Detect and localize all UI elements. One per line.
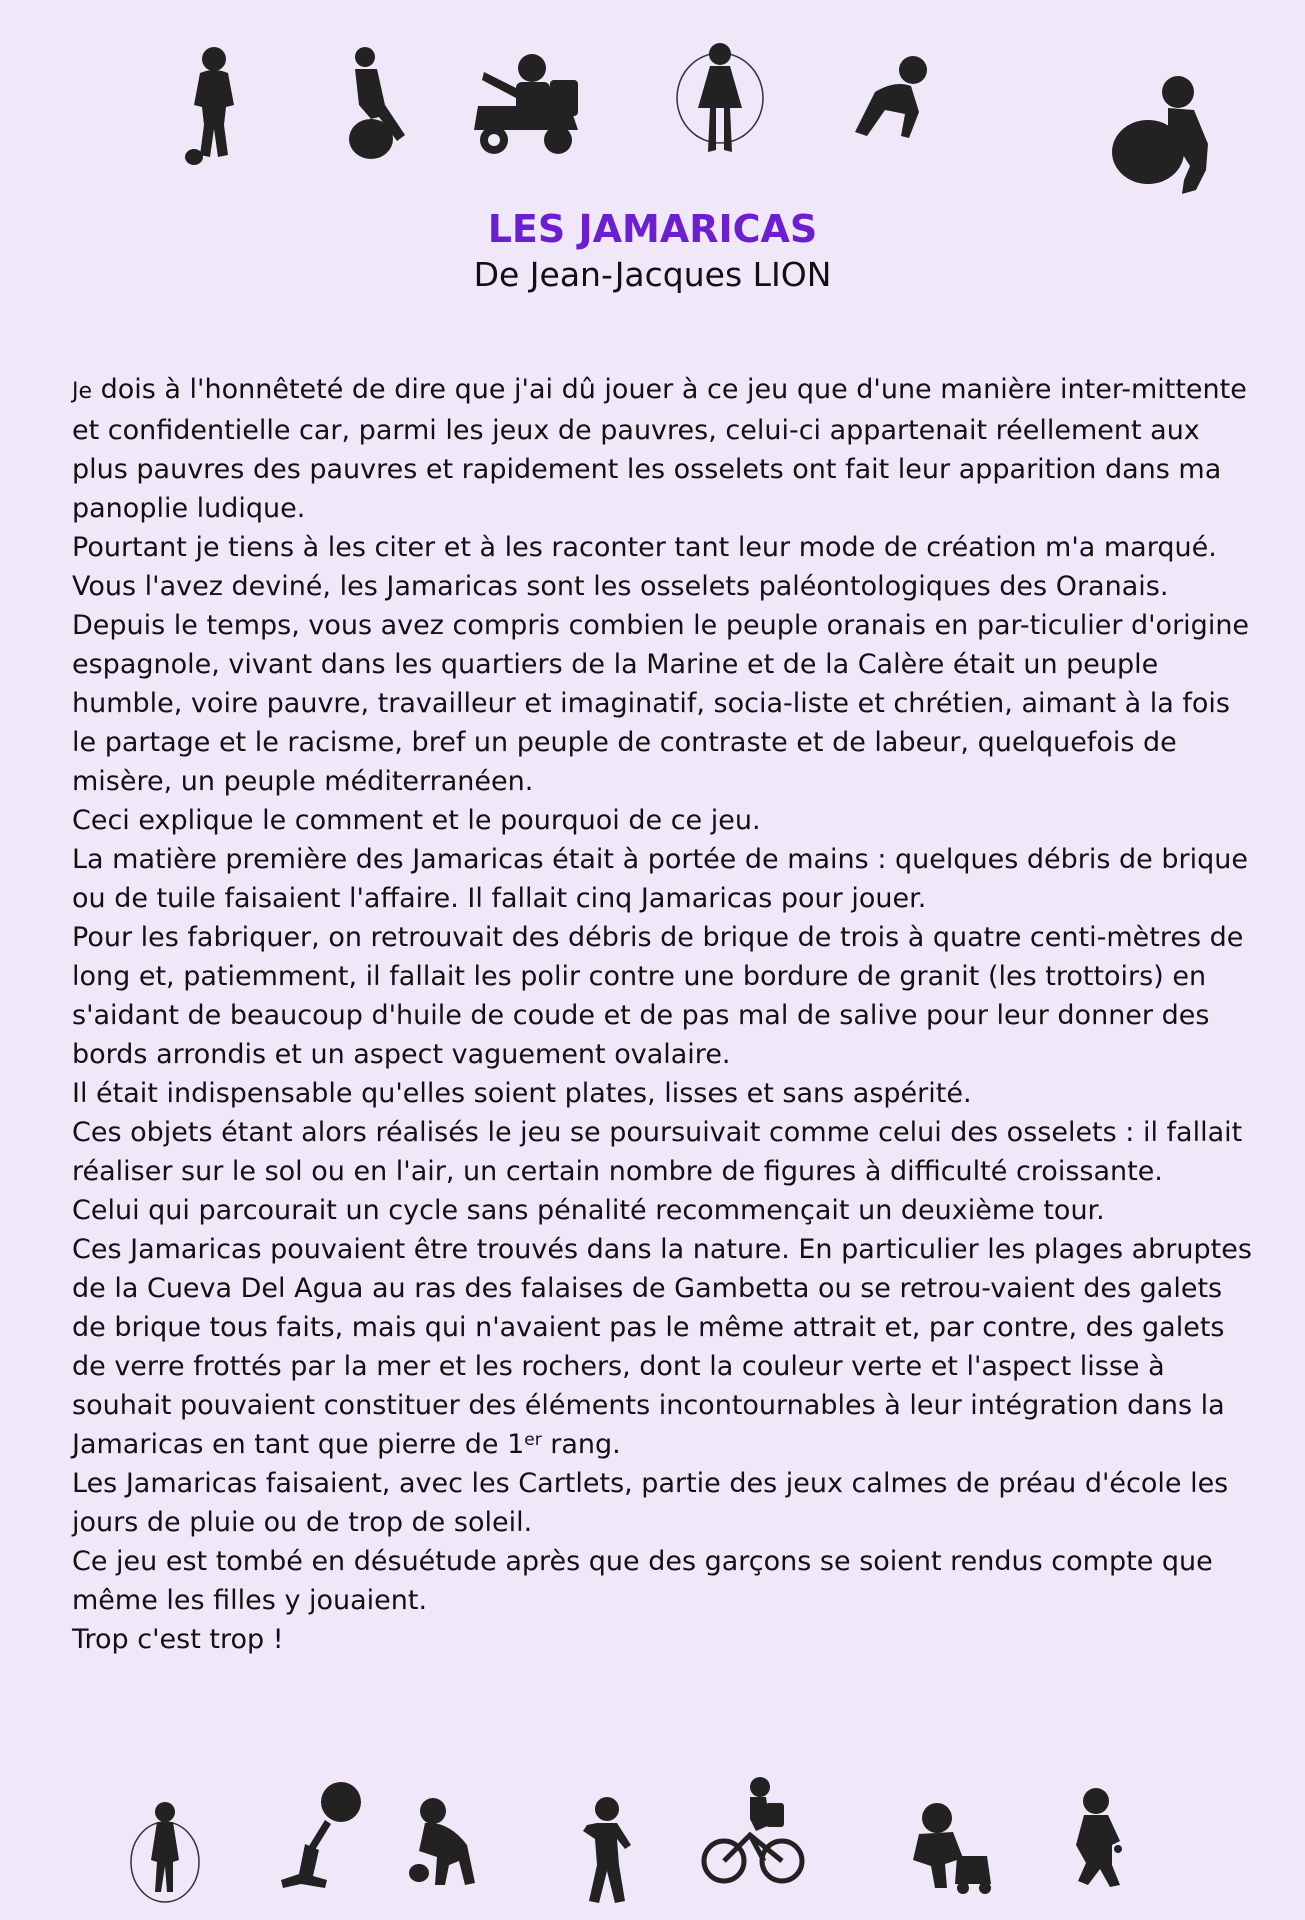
- child-kicking-ball-icon: [180, 45, 250, 165]
- child-with-balloon-icon: [275, 1780, 365, 1900]
- paragraph-7: Il était indispensable qu'elles soient plates, lisses et sans aspérité.: [72, 1078, 972, 1109]
- paragraph-1: [72, 370, 1252, 528]
- paragraph-11: Les Jamaricas faisaient, avec les Cartlets, partie des jeux calmes de préau d'école les jours de pluie ou de trop de soleil.: [72, 1468, 1229, 1538]
- child-crouching-icon: [1060, 1785, 1130, 1895]
- child-walking-icon: [575, 1795, 635, 1910]
- top-silhouette-row: [0, 40, 1305, 200]
- paragraph-10: [72, 1230, 1252, 1464]
- paragraph-5: La matière première des Jamaricas était à portée de mains : quelques débris de brique ou de tuile faisaient l'affaire. Il fallait cinq Jamaricas pour jouer.: [72, 844, 1248, 914]
- child-on-hopper-ball-icon: [335, 45, 415, 165]
- ordinal-superscript: er: [524, 1430, 542, 1450]
- paragraph-10-end: rang.: [541, 1429, 621, 1460]
- paragraph-10-text: Ces Jamaricas pouvaient être trouvés dans la nature. En particulier les plages abruptes de la Cueva Del Agua au ras des falaises de Gambetta ou se retrou-vaient des galets de brique tous faits, mais qui n'avaient pas le même attrait et, par contre, des galets de verre frottés par la mer et les rochers, dont la couleur verte et l'aspect lisse à souhait pouvaient constituer des éléments incontournables à leur intégration dans la Jamaricas en tant que pierre de 1: [72, 1234, 1252, 1460]
- child-pushing-toy-icon: [905, 1800, 995, 1895]
- bottom-silhouette-row: [0, 1770, 1305, 1900]
- paragraph-6: Pour les fabriquer, on retrouvait des débris de brique de trois à quatre centi-mètres de long et, patiemment, il fallait les polir contre une bordure de granit (les trottoirs) en s'aidant de beaucoup d'huile de coude et de pas mal de salive pour leur donner des bords arrondis et un aspect vaguement ovalaire.: [72, 922, 1244, 1070]
- child-on-bicycle-icon: [700, 1775, 805, 1890]
- paragraph-9: Celui qui parcourait un cycle sans pénalité recommençait un deuxième tour.: [72, 1195, 1105, 1226]
- paragraph-1-first-word: Je: [72, 379, 93, 404]
- paragraph-13: Trop c'est trop !: [72, 1624, 284, 1655]
- girl-jump-rope-icon: [670, 40, 770, 165]
- child-with-ball-icon: [1110, 70, 1225, 200]
- title-block: [0, 205, 1305, 297]
- article-body: [72, 370, 1252, 1659]
- paragraph-1-text: dois à l'honnêteté de dire que j'ai dû jouer à ce jeu que d'une manière inter-mittente et confidentielle car, parmi les jeux de pauvres, celui-ci appartenait réellement aux plus pauvres des pauvres et rapidement les osselets ont fait leur apparition dans ma panoplie ludique.: [72, 374, 1247, 524]
- paragraph-3: Vous l'avez deviné, les Jamaricas sont les osselets paléontologiques des Oranais. Depuis le temps, vous avez compris combien le peuple oranais en par-ticulier d'origine espagnole, vivant dans les quartiers de la Marine et de la Calère était un peuple humble, voire pauvre, travailleur et imaginatif, socia-liste et chrétien, aimant à la fois le partage et le racisme, bref un peuple de contraste et de labeur, quelquefois de misère, un peuple méditerranéen.: [72, 571, 1250, 797]
- author-line: De Jean-Jacques LION: [473, 255, 832, 294]
- child-skipping-rope-icon: [125, 1800, 205, 1910]
- paragraph-8: Ces objets étant alors réalisés le jeu se poursuivait comme celui des osselets : il fallait réaliser sur le sol ou en l'air, un certain nombre de figures à difficulté croissante.: [72, 1117, 1243, 1187]
- page-title: LES JAMARICAS: [487, 207, 818, 251]
- paragraph-12: Ce jeu est tombé en désuétude après que des garçons se soient rendus compte que même les filles y jouaient.: [72, 1546, 1213, 1616]
- child-on-toy-car-icon: [470, 50, 585, 160]
- child-crouching-ball-icon: [405, 1795, 485, 1895]
- paragraph-2: Pourtant je tiens à les citer et à les raconter tant leur mode de création m'a marqué.: [72, 532, 1217, 563]
- child-crawling-icon: [845, 52, 940, 142]
- paragraph-4: Ceci explique le comment et le pourquoi de ce jeu.: [72, 805, 761, 836]
